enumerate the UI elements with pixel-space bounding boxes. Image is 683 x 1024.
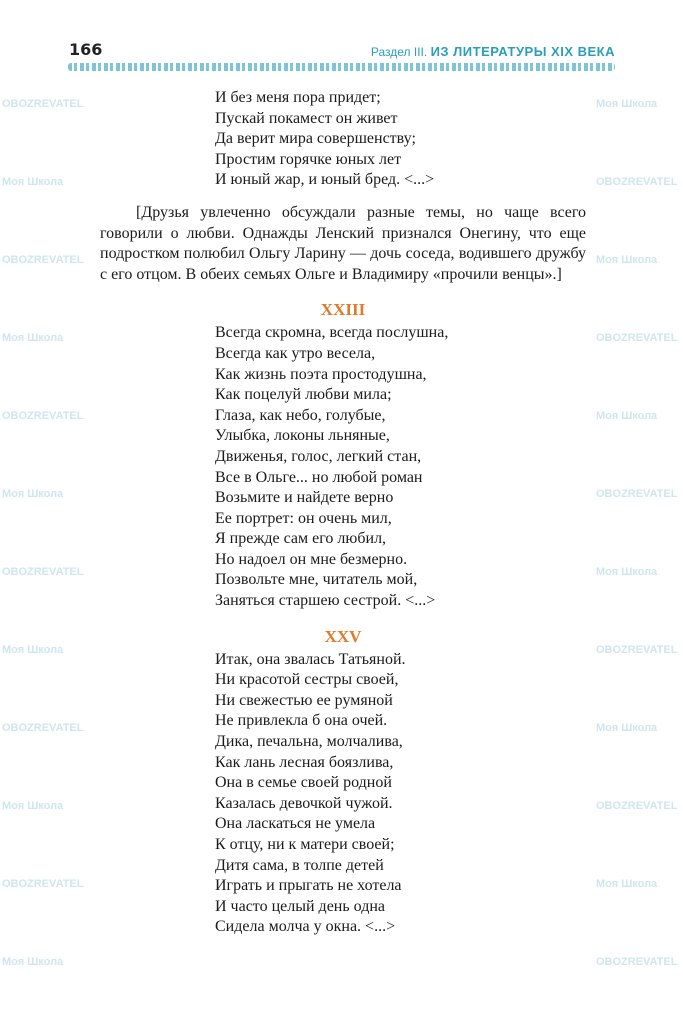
watermark: OBOZREVATEL bbox=[2, 254, 84, 266]
watermark: Моя Школа bbox=[596, 566, 658, 578]
watermark: Моя Школа bbox=[2, 176, 64, 188]
watermark: Моя Школа bbox=[2, 488, 64, 500]
watermark: OBOZREVATEL bbox=[2, 878, 84, 890]
verse-line: Сидела молча у окна. <...> bbox=[215, 918, 396, 936]
watermark: OBOZREVATEL bbox=[2, 410, 84, 422]
section-title: ИЗ ЛИТЕРАТУРЫ XIX ВЕКА bbox=[430, 44, 615, 59]
watermark: OBOZREVATEL bbox=[2, 98, 84, 110]
verse-line: И часто целый день одна bbox=[215, 897, 385, 915]
verse-line: Все в Ольге... но любой роман bbox=[215, 468, 423, 486]
verse-line: Позвольте мне, читатель мой, bbox=[215, 571, 418, 589]
verse-line: Улыбка, локоны льняные, bbox=[215, 427, 390, 445]
watermark: Моя Школа bbox=[596, 254, 658, 266]
watermark: Моя Школа bbox=[2, 800, 64, 812]
verse-line: И без меня пора придет; bbox=[215, 89, 381, 106]
watermark: OBOZREVATEL bbox=[596, 956, 678, 968]
verse-line: Всегда скромна, всегда послушна, bbox=[215, 324, 449, 342]
watermark: Моя Школа bbox=[596, 878, 658, 890]
watermark: OBOZREVATEL bbox=[596, 800, 678, 812]
page-content bbox=[100, 88, 586, 938]
verse-line: Итак, она звалась Татьяной. bbox=[215, 650, 406, 668]
stanza-number: XXIII bbox=[320, 300, 366, 320]
watermark: OBOZREVATEL bbox=[596, 488, 678, 500]
watermark: Моя Школа bbox=[2, 332, 64, 344]
verse-line: Она в семье своей родной bbox=[215, 774, 392, 792]
verse-line: Как поцелуй любви мила; bbox=[215, 386, 392, 404]
watermark: OBOZREVATEL bbox=[596, 332, 678, 344]
verse-line: Дитя сама, в толпе детей bbox=[215, 856, 384, 874]
watermark: Моя Школа bbox=[596, 98, 658, 110]
verse-line: Всегда как утро весела, bbox=[215, 344, 376, 362]
section-prefix: Раздел III. bbox=[370, 45, 428, 59]
watermark: OBOZREVATEL bbox=[2, 566, 84, 578]
watermark: Моя Школа bbox=[596, 410, 658, 422]
stanza-xxiii bbox=[215, 323, 586, 611]
verse-line: Да верит мира совершенству; bbox=[215, 130, 416, 148]
watermark: OBOZREVATEL bbox=[596, 176, 678, 188]
prose-summary: [Друзья увлеченно обсуждали разные темы, но чаще всего говорили о любви. Однажды Ленский признался Онегину, что еще подростком полюбил Ольгу Ларину — дочь соседа, водившего дружбу с его отцом. В обеих семьях Ольге и Владимиру «прочили венцы».] bbox=[100, 203, 586, 283]
watermark: Моя Школа bbox=[2, 956, 64, 968]
verse-line: Простим горячке юных лет bbox=[215, 150, 402, 168]
watermark: OBOZREVATEL bbox=[596, 644, 678, 656]
verse-line: К отцу, ни к матери своей; bbox=[215, 836, 395, 853]
verse-line: Ни свежестью ее румяной bbox=[215, 691, 393, 709]
verse-line: Она ласкаться не умела bbox=[215, 815, 376, 833]
stanza-xxv bbox=[215, 650, 586, 938]
verse-line: Как лань лесная боязлива, bbox=[215, 753, 394, 771]
verse-line: Ни красотой сестры своей, bbox=[215, 671, 399, 689]
page-number: 166 bbox=[69, 40, 103, 59]
verse-line: И юный жар, и юный бред. <...> bbox=[215, 171, 435, 189]
verse-line: Движенья, голос, легкий стан, bbox=[215, 447, 422, 465]
verse-line: Возьмите и найдете верно bbox=[215, 489, 394, 507]
verse-fragment bbox=[215, 88, 586, 191]
verse-line: Не привлекла б она очей. bbox=[215, 712, 388, 730]
watermark: OBOZREVATEL bbox=[2, 722, 84, 734]
watermark: Моя Школа bbox=[596, 722, 658, 734]
running-header bbox=[371, 44, 615, 59]
verse-line: Дика, печальна, молчалива, bbox=[215, 733, 403, 751]
verse-line: Глаза, как небо, голубые, bbox=[215, 406, 386, 424]
verse-line: Пускай покамест он живет bbox=[215, 109, 398, 127]
stanza-number: XXV bbox=[324, 626, 362, 646]
ornament-divider bbox=[68, 63, 615, 71]
verse-line: Я прежде сам его любил, bbox=[215, 530, 387, 548]
verse-line: Ее портрет: он очень мил, bbox=[215, 509, 392, 527]
verse-line: Но надоел он мне безмерно. bbox=[215, 550, 408, 568]
verse-line: Заняться старшею сестрой. <...> bbox=[215, 592, 436, 610]
verse-line: Как жизнь поэта простодушна, bbox=[215, 365, 427, 383]
verse-line: Играть и прыгать не хотела bbox=[215, 877, 402, 895]
watermark: Моя Школа bbox=[2, 644, 64, 656]
verse-line: Казалась девочкой чужой. bbox=[215, 794, 393, 812]
